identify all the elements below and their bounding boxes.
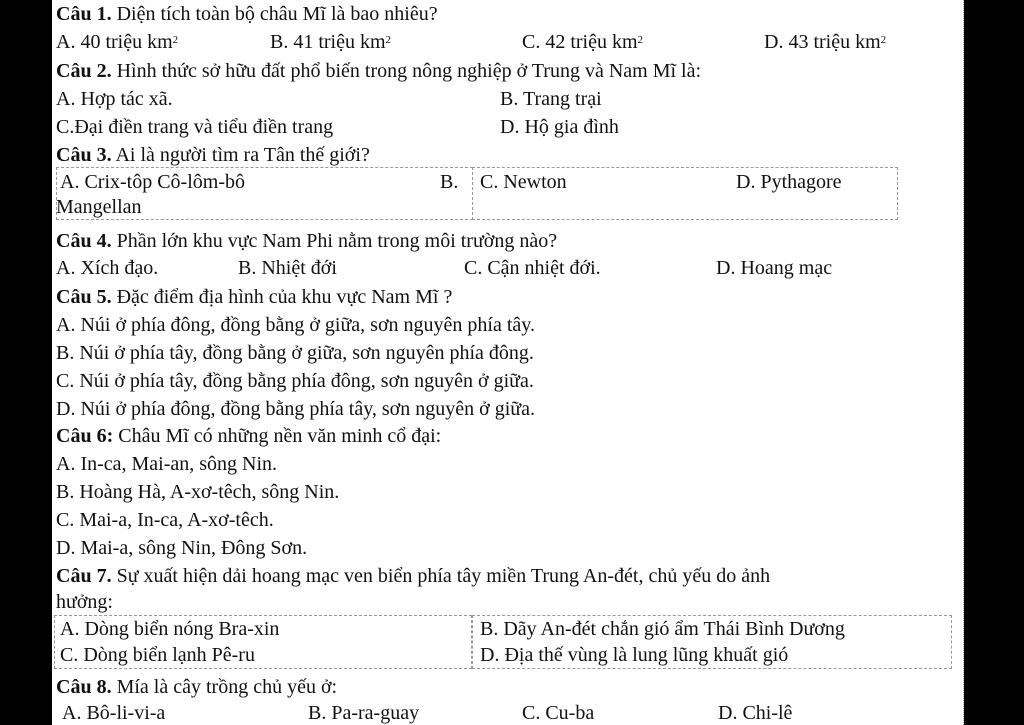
q2-option-d[interactable]: D. Hộ gia đình (500, 116, 619, 138)
q3-option-c[interactable]: C. Newton (480, 171, 567, 193)
q4-option-d[interactable]: D. Hoang mạc (716, 257, 833, 279)
question-4-text: Phần lớn khu vực Nam Phi nằm trong môi trường nào? (111, 230, 558, 252)
question-2-label: Câu 2. (56, 60, 112, 82)
q7-option-b[interactable]: B. Dãy An-đét chắn gió ẩm Thái Bình Dương (480, 618, 845, 640)
question-8 (56, 675, 337, 701)
question-3-options (56, 170, 956, 196)
question-2-text: Hình thức sở hữu đất phổ biến trong nông nghiệp ở Trung và Nam Mĩ là: (111, 60, 702, 82)
question-3-text: Ai là người tìm ra Tân thế giới? (111, 144, 370, 166)
question-5-text: Đặc điểm địa hình của khu vực Nam Mĩ ? (111, 286, 453, 308)
question-4 (56, 229, 557, 255)
q2-option-a[interactable]: A. Hợp tác xã. (56, 88, 173, 110)
q2-option-c[interactable]: C.Đại điền trang và tiểu điền trang (56, 116, 334, 138)
q7-option-d[interactable]: D. Địa thế vùng là lung lũng khuất gió (480, 644, 789, 666)
question-5 (56, 285, 452, 311)
q4-option-b[interactable]: B. Nhiệt đới (238, 257, 337, 279)
q7-option-c[interactable]: C. Dòng biển lạnh Pê-ru (60, 644, 255, 666)
question-7 (56, 564, 770, 590)
q6-option-d[interactable]: D. Mai-a, sông Nin, Đông Sơn. (56, 537, 308, 559)
question-2 (56, 59, 701, 85)
q2-option-b[interactable]: B. Trang trại (500, 88, 602, 110)
q8-option-b[interactable]: B. Pa-ra-guay (308, 702, 420, 724)
question-7-text: Sự xuất hiện dải hoang mạc ven biển phía tây miền Trung An-đét, chủ yếu do ảnh (111, 565, 771, 587)
q5-option-d[interactable]: D. Núi ở phía đông, đồng bằng phía tây, sơn nguyên ở giữa. (56, 398, 535, 420)
question-4-options (56, 256, 956, 282)
q5-option-c[interactable]: C. Núi ở phía tây, đồng bằng phía đông, sơn nguyên ở giữa. (56, 370, 534, 392)
question-6-label: Câu 6: (56, 425, 114, 447)
q5-option-a[interactable]: A. Núi ở phía đông, đồng bằng ở giữa, sơn nguyên phía tây. (56, 314, 535, 336)
question-6-text: Châu Mĩ có những nền văn minh cổ đại: (113, 425, 442, 447)
question-4-label: Câu 4. (56, 230, 112, 252)
page-margin-line (963, 0, 964, 725)
question-1 (56, 2, 438, 28)
q1-option-d[interactable]: D. 43 triệu $km^2$ (764, 31, 887, 53)
question-5-label: Câu 5. (56, 286, 112, 308)
q5-option-b[interactable]: B. Núi ở phía tây, đồng bằng ở giữa, sơn nguyên phía đông. (56, 342, 534, 364)
question-7-options-row1 (56, 617, 956, 643)
worksheet-page (52, 0, 964, 725)
question-7-text-continued: hưởng: (56, 591, 113, 613)
q8-option-a[interactable]: A. Bô-li-vi-a (62, 702, 166, 724)
question-7-options-row2 (56, 643, 956, 669)
question-3-label: Câu 3. (56, 144, 112, 166)
question-1-options (56, 30, 956, 56)
question-8-label: Câu 8. (56, 676, 112, 698)
question-1-label: Câu 1. (56, 3, 112, 25)
q3-option-b[interactable]: B. (440, 171, 459, 193)
q1-option-a[interactable]: A. 40 triệu $km^2$ (56, 31, 179, 53)
q1-option-c[interactable]: C. 42 triệu $km^2$ (522, 31, 644, 53)
q6-option-a[interactable]: A. In-ca, Mai-an, sông Nin. (56, 453, 278, 475)
q1-option-b[interactable]: B. 41 triệu $km^2$ (270, 31, 392, 53)
q3-option-d[interactable]: D. Pythagore (736, 171, 842, 193)
q6-option-c[interactable]: C. Mai-a, In-ca, A-xơ-têch. (56, 509, 274, 531)
question-2-options-row1 (56, 87, 956, 113)
q4-option-c[interactable]: C. Cận nhiệt đới. (464, 257, 601, 279)
question-8-text: Mía là cây trồng chủ yếu ở: (111, 676, 338, 698)
q4-option-a[interactable]: A. Xích đạo. (56, 257, 159, 279)
question-8-options (56, 701, 956, 725)
q8-option-c[interactable]: C. Cu-ba (522, 702, 595, 724)
question-3 (56, 143, 370, 169)
q3-option-a[interactable]: A. Crix-tôp Cô-lôm-bô (60, 171, 245, 193)
question-7-label: Câu 7. (56, 565, 112, 587)
q7-option-a[interactable]: A. Dòng biển nóng Bra-xin (60, 618, 280, 640)
question-2-options-row2 (56, 115, 956, 141)
question-1-text: Diện tích toàn bộ châu Mĩ là bao nhiêu? (111, 3, 438, 25)
question-6 (56, 424, 441, 450)
q6-option-b[interactable]: B. Hoàng Hà, A-xơ-têch, sông Nin. (56, 481, 340, 503)
q3-option-b-continued: Mangellan (56, 196, 142, 218)
q8-option-d[interactable]: D. Chi-lê (718, 702, 793, 724)
